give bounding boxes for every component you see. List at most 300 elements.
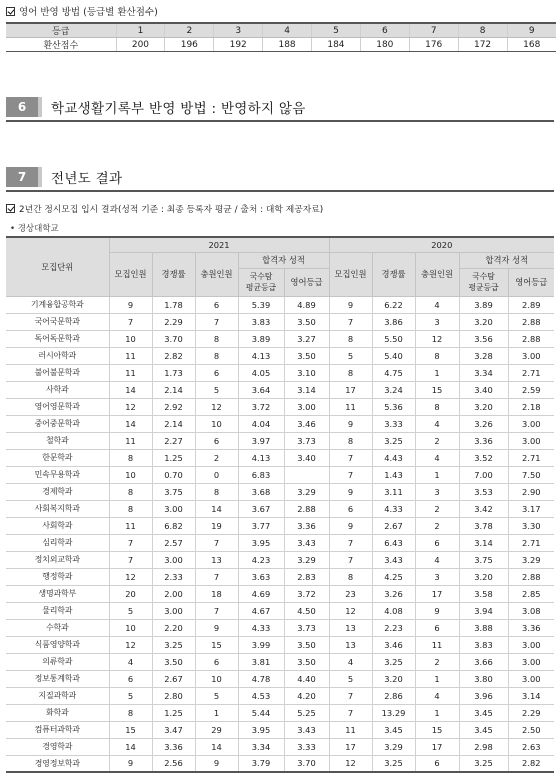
header-avg-grade-line2: 평균등급	[468, 283, 499, 292]
value-cell: 3.79	[238, 755, 284, 772]
value-cell: 5	[329, 347, 372, 364]
section-6-header	[6, 94, 554, 120]
value-cell: 3.70	[284, 755, 329, 772]
value-cell: 14	[195, 738, 238, 755]
value-cell: 3.75	[459, 551, 508, 568]
value-cell: 2.50	[508, 721, 554, 738]
table-row	[6, 347, 554, 364]
value-cell: 7	[329, 466, 372, 483]
value-cell: 10	[109, 466, 152, 483]
value-cell: 3.86	[372, 313, 415, 330]
table-row	[6, 381, 554, 398]
score-cell: 196	[165, 38, 214, 52]
value-cell: 10	[195, 670, 238, 687]
value-cell: 1.25	[152, 449, 195, 466]
value-cell: 3.34	[459, 364, 508, 381]
value-cell: 3.45	[459, 721, 508, 738]
value-cell: 13	[329, 636, 372, 653]
value-cell: 3.52	[459, 449, 508, 466]
value-cell: 3.73	[284, 619, 329, 636]
value-cell: 20	[109, 585, 152, 602]
grade-row-header: 등급	[6, 23, 116, 38]
value-cell: 3.50	[284, 347, 329, 364]
department-cell: 컴퓨터과학과	[6, 721, 109, 738]
value-cell: 3.40	[284, 449, 329, 466]
value-cell: 3.70	[152, 330, 195, 347]
value-cell: 6	[195, 432, 238, 449]
value-cell: 3.00	[152, 551, 195, 568]
english-method-heading	[6, 4, 158, 18]
value-cell: 3.43	[284, 721, 329, 738]
english-score-table	[6, 22, 556, 52]
value-cell: 7	[109, 313, 152, 330]
value-cell: 4.13	[238, 347, 284, 364]
value-cell: 3.83	[238, 313, 284, 330]
table-row	[6, 602, 554, 619]
department-cell: 영어영문학과	[6, 398, 109, 415]
header-avg-grade-line2: 평균등급	[245, 283, 277, 292]
value-cell: 2.89	[508, 296, 554, 313]
value-cell: 11	[329, 398, 372, 415]
score-cell: 200	[116, 38, 165, 52]
value-cell: 7	[329, 687, 372, 704]
header-quota-2020: 모집인원	[329, 252, 372, 296]
value-cell: 3.00	[508, 432, 554, 449]
value-cell: 3.25	[152, 636, 195, 653]
value-cell: 5	[195, 687, 238, 704]
department-cell: 식품영양학과	[6, 636, 109, 653]
value-cell: 3.26	[372, 585, 415, 602]
department-cell: 지질과학과	[6, 687, 109, 704]
value-cell: 7	[195, 568, 238, 585]
value-cell: 7.00	[459, 466, 508, 483]
value-cell: 11	[109, 364, 152, 381]
value-cell: 3.50	[284, 313, 329, 330]
value-cell: 3.00	[508, 347, 554, 364]
value-cell: 6	[195, 653, 238, 670]
value-cell: 15	[109, 721, 152, 738]
value-cell: 15	[195, 636, 238, 653]
value-cell: 12	[329, 602, 372, 619]
value-cell: 4	[415, 449, 459, 466]
value-cell: 14	[109, 738, 152, 755]
value-cell: 9	[329, 296, 372, 313]
value-cell: 15	[415, 381, 459, 398]
value-cell: 6	[195, 364, 238, 381]
value-cell: 2.67	[372, 517, 415, 534]
value-cell: 5	[109, 602, 152, 619]
table-row	[6, 500, 554, 517]
table-row	[6, 704, 554, 721]
department-cell: 철학과	[6, 432, 109, 449]
value-cell: 3	[415, 313, 459, 330]
grade-row	[6, 23, 556, 38]
value-cell: 5.44	[238, 704, 284, 721]
value-cell: 2.71	[508, 364, 554, 381]
grade-cell: 8	[458, 23, 507, 38]
value-cell: 9	[329, 415, 372, 432]
value-cell: 2.90	[508, 483, 554, 500]
value-cell: 3.97	[238, 432, 284, 449]
value-cell: 8	[109, 483, 152, 500]
value-cell: 3.81	[238, 653, 284, 670]
value-cell: 3.50	[152, 653, 195, 670]
table-row	[6, 534, 554, 551]
value-cell: 2.88	[508, 330, 554, 347]
value-cell: 7	[195, 313, 238, 330]
value-cell: 3.14	[459, 534, 508, 551]
score-row-header: 환산점수	[6, 38, 116, 52]
value-cell: 4	[109, 653, 152, 670]
value-cell: 2	[415, 500, 459, 517]
section-7-header	[6, 164, 554, 190]
value-cell: 29	[195, 721, 238, 738]
department-cell: 화학과	[6, 704, 109, 721]
value-cell: 3.25	[372, 653, 415, 670]
value-cell: 8	[195, 483, 238, 500]
university-label: • 경상대학교	[10, 224, 59, 234]
value-cell: 17	[415, 738, 459, 755]
value-cell: 11	[109, 432, 152, 449]
value-cell: 3.50	[284, 636, 329, 653]
table-row	[6, 466, 554, 483]
header-english-2021: 영어등급	[284, 268, 329, 296]
value-cell: 3.56	[459, 330, 508, 347]
header-passer-2020: 합격자 성적	[459, 252, 554, 268]
value-cell: 1.73	[152, 364, 195, 381]
department-cell: 수학과	[6, 619, 109, 636]
header-avg-grade-line1: 국수탐	[249, 272, 273, 281]
value-cell: 13	[329, 619, 372, 636]
value-cell: 3.36	[459, 432, 508, 449]
table-row	[6, 398, 554, 415]
value-cell: 11	[415, 636, 459, 653]
english-method-heading-text: 영어 반영 방법 (등급별 환산점수)	[19, 7, 158, 18]
value-cell: 4.78	[238, 670, 284, 687]
value-cell: 3.29	[284, 483, 329, 500]
value-cell: 6	[109, 670, 152, 687]
value-cell: 3.36	[152, 738, 195, 755]
value-cell: 9	[109, 296, 152, 313]
value-cell: 2.88	[508, 568, 554, 585]
department-cell: 물리학과	[6, 602, 109, 619]
value-cell: 3.33	[372, 415, 415, 432]
value-cell: 3.73	[284, 432, 329, 449]
value-cell: 3.63	[238, 568, 284, 585]
value-cell: 4.75	[372, 364, 415, 381]
value-cell: 8	[329, 568, 372, 585]
value-cell: 3.89	[459, 296, 508, 313]
value-cell: 3.24	[372, 381, 415, 398]
value-cell: 2.82	[508, 755, 554, 772]
value-cell: 2.29	[508, 704, 554, 721]
value-cell: 9	[415, 602, 459, 619]
value-cell: 2	[415, 432, 459, 449]
grade-cell: 4	[263, 23, 312, 38]
value-cell: 3.95	[238, 721, 284, 738]
value-cell: 3.83	[459, 636, 508, 653]
table-row	[6, 585, 554, 602]
value-cell: 10	[109, 330, 152, 347]
value-cell: 3.33	[284, 738, 329, 755]
section-6-accent	[38, 97, 42, 117]
value-cell: 14	[109, 415, 152, 432]
value-cell: 4.20	[284, 687, 329, 704]
value-cell: 14	[195, 500, 238, 517]
table-row	[6, 738, 554, 755]
value-cell: 4.04	[238, 415, 284, 432]
value-cell: 2.82	[152, 347, 195, 364]
value-cell: 12	[415, 330, 459, 347]
results-heading-text: 2년간 정시모집 입시 결과(성적 기준 : 최종 등록자 평균 / 출처 : 대학 제공자료)	[19, 205, 324, 215]
value-cell: 4	[415, 687, 459, 704]
value-cell: 14	[109, 381, 152, 398]
value-cell: 4.05	[238, 364, 284, 381]
value-cell: 9	[195, 755, 238, 772]
section-6-divider	[6, 120, 554, 122]
value-cell: 1	[415, 670, 459, 687]
score-cell: 172	[458, 38, 507, 52]
value-cell: 3.00	[152, 500, 195, 517]
value-cell: 4.89	[284, 296, 329, 313]
table-row	[6, 551, 554, 568]
value-cell: 3.00	[284, 398, 329, 415]
value-cell: 11	[109, 517, 152, 534]
value-cell: 13.29	[372, 704, 415, 721]
department-cell: 경영정보학과	[6, 755, 109, 772]
value-cell: 1.78	[152, 296, 195, 313]
department-cell: 의류학과	[6, 653, 109, 670]
value-cell: 5	[329, 670, 372, 687]
value-cell: 4.08	[372, 602, 415, 619]
department-cell: 사회복지학과	[6, 500, 109, 517]
value-cell: 3.08	[508, 602, 554, 619]
value-cell: 8	[109, 449, 152, 466]
value-cell: 6	[195, 296, 238, 313]
value-cell: 12	[109, 398, 152, 415]
value-cell: 5.36	[372, 398, 415, 415]
value-cell: 8	[109, 704, 152, 721]
header-department: 모집단위	[6, 237, 109, 296]
table-row	[6, 449, 554, 466]
value-cell: 4.69	[238, 585, 284, 602]
value-cell: 2	[195, 449, 238, 466]
table-row	[6, 313, 554, 330]
value-cell: 2.98	[459, 738, 508, 755]
value-cell: 3.46	[372, 636, 415, 653]
value-cell: 2.29	[152, 313, 195, 330]
grade-cell: 1	[116, 23, 165, 38]
value-cell: 3.78	[459, 517, 508, 534]
value-cell: 3.20	[372, 670, 415, 687]
department-cell: 경영학과	[6, 738, 109, 755]
section-7-divider	[6, 190, 554, 192]
value-cell: 3.17	[508, 500, 554, 517]
value-cell: 3.99	[238, 636, 284, 653]
header-added-2020: 충원인원	[415, 252, 459, 296]
section-7-title: 전년도 결과	[51, 171, 123, 187]
value-cell: 12	[195, 398, 238, 415]
value-cell: 3.45	[459, 704, 508, 721]
value-cell: 6	[415, 534, 459, 551]
header-avg-grade-2020	[459, 268, 508, 296]
value-cell: 2.14	[152, 381, 195, 398]
value-cell: 6.83	[238, 466, 284, 483]
section-7-accent	[38, 167, 42, 187]
value-cell: 2	[415, 653, 459, 670]
value-cell: 6.43	[372, 534, 415, 551]
section-6-number: 6	[6, 97, 38, 117]
value-cell: 3.36	[284, 517, 329, 534]
value-cell: 3.11	[372, 483, 415, 500]
value-cell: 3.46	[284, 415, 329, 432]
value-cell: 5.25	[284, 704, 329, 721]
score-cell: 188	[263, 38, 312, 52]
value-cell: 2.56	[152, 755, 195, 772]
value-cell: 3.10	[284, 364, 329, 381]
value-cell: 5	[195, 381, 238, 398]
department-cell: 국어국문학과	[6, 313, 109, 330]
value-cell: 2.23	[372, 619, 415, 636]
grade-cell: 3	[214, 23, 263, 38]
value-cell: 3.43	[372, 551, 415, 568]
value-cell: 3.67	[238, 500, 284, 517]
value-cell: 3.34	[238, 738, 284, 755]
grade-cell: 7	[409, 23, 458, 38]
value-cell: 3.25	[459, 755, 508, 772]
grade-cell: 5	[312, 23, 361, 38]
department-cell: 정치외교학과	[6, 551, 109, 568]
score-cell: 168	[507, 38, 556, 52]
value-cell: 4.40	[284, 670, 329, 687]
table-row	[6, 364, 554, 381]
header-competition-2021: 경쟁률	[152, 252, 195, 296]
value-cell: 7	[195, 602, 238, 619]
value-cell: 2.67	[152, 670, 195, 687]
value-cell: 7	[109, 534, 152, 551]
value-cell: 2.20	[152, 619, 195, 636]
value-cell: 6	[415, 619, 459, 636]
value-cell: 2.88	[284, 500, 329, 517]
table-row	[6, 296, 554, 313]
department-cell: 생명과학부	[6, 585, 109, 602]
department-cell: 심리학과	[6, 534, 109, 551]
value-cell: 9	[109, 755, 152, 772]
value-cell	[284, 466, 329, 483]
value-cell: 4.43	[372, 449, 415, 466]
value-cell: 8	[415, 347, 459, 364]
header-english-2020: 영어등급	[508, 268, 554, 296]
value-cell: 2.88	[508, 313, 554, 330]
value-cell: 3.75	[152, 483, 195, 500]
value-cell: 9	[195, 619, 238, 636]
department-cell: 한문학과	[6, 449, 109, 466]
value-cell: 4	[415, 296, 459, 313]
department-cell: 경제학과	[6, 483, 109, 500]
value-cell: 3.66	[459, 653, 508, 670]
value-cell: 18	[195, 585, 238, 602]
value-cell: 3.25	[372, 755, 415, 772]
value-cell: 6	[329, 500, 372, 517]
value-cell: 2.71	[508, 534, 554, 551]
header-year-2020: 2020	[329, 237, 554, 252]
score-cell: 180	[360, 38, 409, 52]
value-cell: 1	[415, 466, 459, 483]
value-cell: 7	[329, 534, 372, 551]
value-cell: 4.25	[372, 568, 415, 585]
results-heading	[6, 202, 323, 215]
value-cell: 7	[329, 449, 372, 466]
department-cell: 행정학과	[6, 568, 109, 585]
value-cell: 6.82	[152, 517, 195, 534]
value-cell: 4.23	[238, 551, 284, 568]
admission-results-table	[6, 236, 554, 773]
value-cell: 3.45	[372, 721, 415, 738]
value-cell: 3.26	[459, 415, 508, 432]
value-cell: 1.43	[372, 466, 415, 483]
value-cell: 2.92	[152, 398, 195, 415]
score-row	[6, 38, 556, 52]
value-cell: 23	[329, 585, 372, 602]
value-cell: 6	[415, 755, 459, 772]
value-cell: 3.14	[508, 687, 554, 704]
value-cell: 17	[329, 381, 372, 398]
value-cell: 3.47	[152, 721, 195, 738]
value-cell: 12	[109, 636, 152, 653]
department-cell: 불어불문학과	[6, 364, 109, 381]
department-cell: 사학과	[6, 381, 109, 398]
value-cell: 12	[329, 755, 372, 772]
section-6-title: 학교생활기록부 반영 방법 : 반영하지 않음	[51, 101, 306, 117]
value-cell: 3.00	[508, 653, 554, 670]
value-cell: 3.68	[238, 483, 284, 500]
table-row	[6, 415, 554, 432]
department-cell: 중어중문학과	[6, 415, 109, 432]
value-cell: 4	[415, 415, 459, 432]
table-row	[6, 687, 554, 704]
value-cell: 4.33	[238, 619, 284, 636]
grade-cell: 6	[360, 23, 409, 38]
value-cell: 3.42	[459, 500, 508, 517]
value-cell: 2	[415, 517, 459, 534]
value-cell: 3.88	[459, 619, 508, 636]
table-row	[6, 619, 554, 636]
value-cell: 3.96	[459, 687, 508, 704]
value-cell: 3.28	[459, 347, 508, 364]
value-cell: 7	[109, 551, 152, 568]
department-cell: 사회학과	[6, 517, 109, 534]
score-cell: 176	[409, 38, 458, 52]
value-cell: 13	[195, 551, 238, 568]
score-cell: 184	[312, 38, 361, 52]
table-row	[6, 517, 554, 534]
value-cell: 3.94	[459, 602, 508, 619]
value-cell: 2.80	[152, 687, 195, 704]
value-cell: 3.80	[459, 670, 508, 687]
value-cell: 12	[109, 568, 152, 585]
value-cell: 3.77	[238, 517, 284, 534]
value-cell: 1	[415, 364, 459, 381]
value-cell: 9	[329, 483, 372, 500]
value-cell: 2.14	[152, 415, 195, 432]
value-cell: 5.50	[372, 330, 415, 347]
header-added-2021: 충원인원	[195, 252, 238, 296]
value-cell: 1	[415, 704, 459, 721]
value-cell: 3.43	[284, 534, 329, 551]
value-cell: 2.63	[508, 738, 554, 755]
value-cell: 3.29	[508, 551, 554, 568]
value-cell: 8	[329, 330, 372, 347]
